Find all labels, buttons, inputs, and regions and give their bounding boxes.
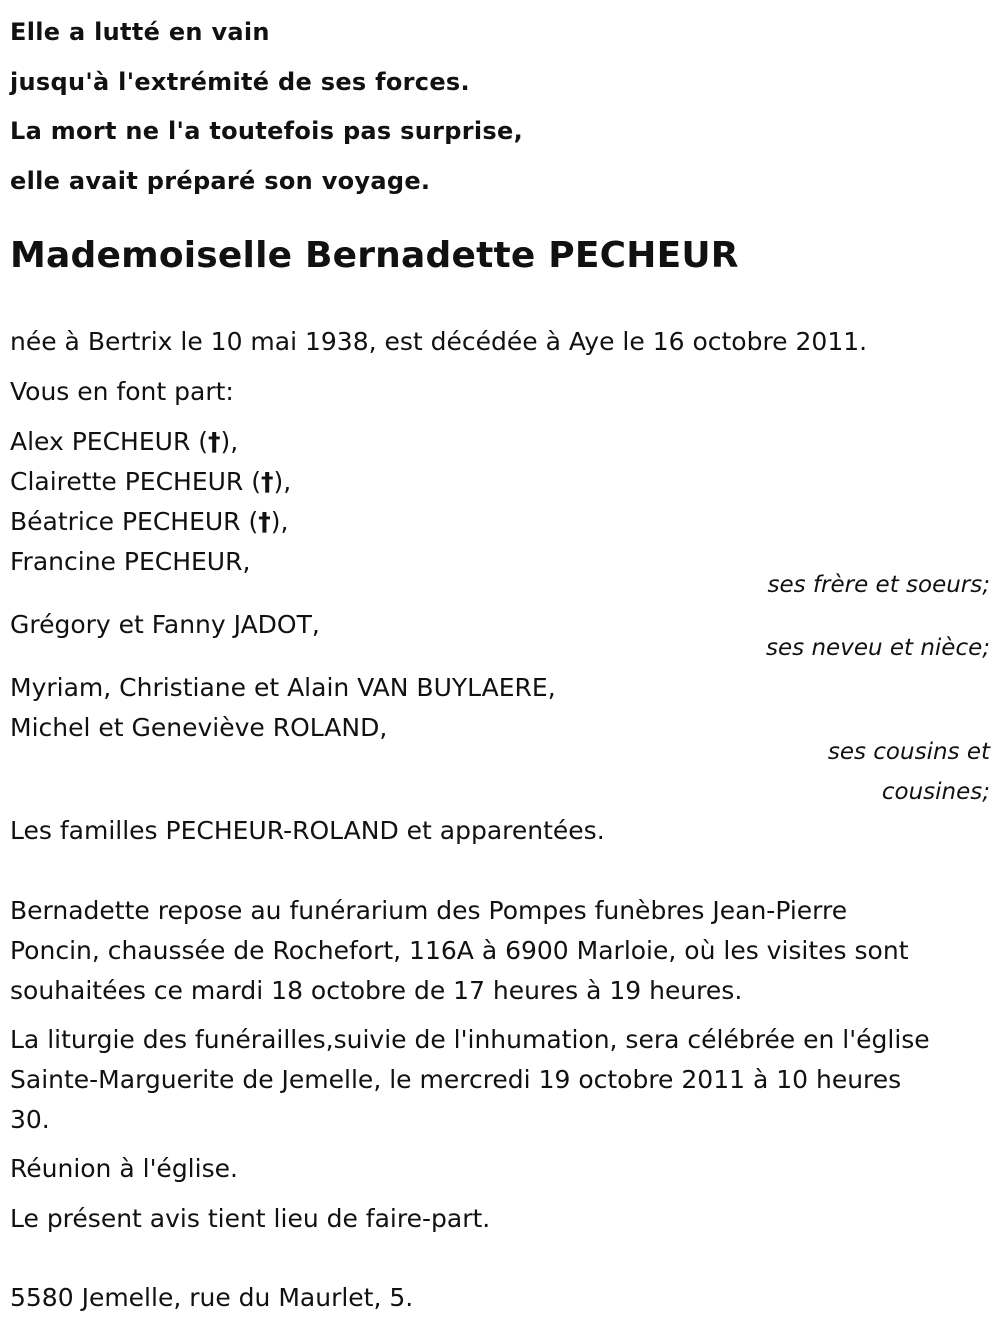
notice-text: Le présent avis tient lieu de faire-part. (10, 1204, 491, 1233)
sibling-name: Alex PECHEUR ( (10, 427, 209, 456)
siblings-list (10, 422, 995, 582)
liturgy-line: Sainte-Marguerite de Jemelle, le mercredi 19 octobre 2011 à 10 heures (10, 1065, 902, 1094)
families-text: Les familles PECHEUR-ROLAND et apparentées. (10, 816, 605, 845)
deceased-name: Mademoiselle Bernadette PECHEUR (10, 235, 739, 276)
family-intro: Vous en font part: (10, 377, 234, 406)
sibling-name: Clairette PECHEUR ( (10, 467, 262, 496)
visitation-paragraph (10, 891, 995, 1011)
liturgy-line: La liturgie des funérailles,suivie de l'inhumation, sera célébrée en l'église (10, 1025, 930, 1054)
poem-line: jusqu'à l'extrémité de ses forces. (10, 67, 470, 96)
cousin-entry: Michel et Geneviève ROLAND, (10, 713, 388, 742)
nephew-niece-relation: ses neveu et nièce; (766, 635, 990, 661)
birth-death-text: née à Bertrix le 10 mai 1938, est décédée à Aye le 16 octobre 2011. (10, 327, 868, 356)
sibling-name: Béatrice PECHEUR ( (10, 507, 259, 536)
cross-icon: † (258, 507, 271, 536)
sibling-suffix: ), (273, 467, 292, 496)
address-text: 5580 Jemelle, rue du Maurlet, 5. (10, 1283, 414, 1312)
poem-line: elle avait préparé son voyage. (10, 166, 431, 195)
cousins-relation-line1: ses cousins et (827, 739, 990, 765)
siblings-relation: ses frère et soeurs; (767, 572, 990, 598)
nephew-niece: Grégory et Fanny JADOT, (10, 610, 320, 639)
meeting-text: Réunion à l'église. (10, 1154, 238, 1183)
cross-icon: † (208, 427, 221, 456)
visitation-line: Poncin, chaussée de Rochefort, 116A à 6900 Marloie, où les visites sont (10, 936, 909, 965)
visitation-line: souhaitées ce mardi 18 octobre de 17 heures à 19 heures. (10, 976, 743, 1005)
sibling-entry (10, 422, 995, 462)
liturgy-paragraph (10, 1020, 995, 1140)
visitation-line: Bernadette repose au funérarium des Pompes funèbres Jean-Pierre (10, 896, 848, 925)
sibling-name: Francine PECHEUR, (10, 547, 251, 576)
liturgy-line: 30. (10, 1105, 50, 1134)
poem-line: La mort ne l'a toutefois pas surprise, (10, 117, 523, 145)
poem-line: Elle a lutté en vain (10, 18, 270, 46)
sibling-entry (10, 462, 995, 502)
sibling-suffix: ), (220, 427, 239, 456)
sibling-entry (10, 502, 995, 542)
cousin-entry: Myriam, Christiane et Alain VAN BUYLAERE, (10, 673, 556, 702)
cross-icon: † (261, 467, 274, 496)
cousins-relation-line2: cousines; (881, 779, 990, 805)
poem (10, 8, 990, 206)
sibling-suffix: ), (270, 507, 289, 536)
